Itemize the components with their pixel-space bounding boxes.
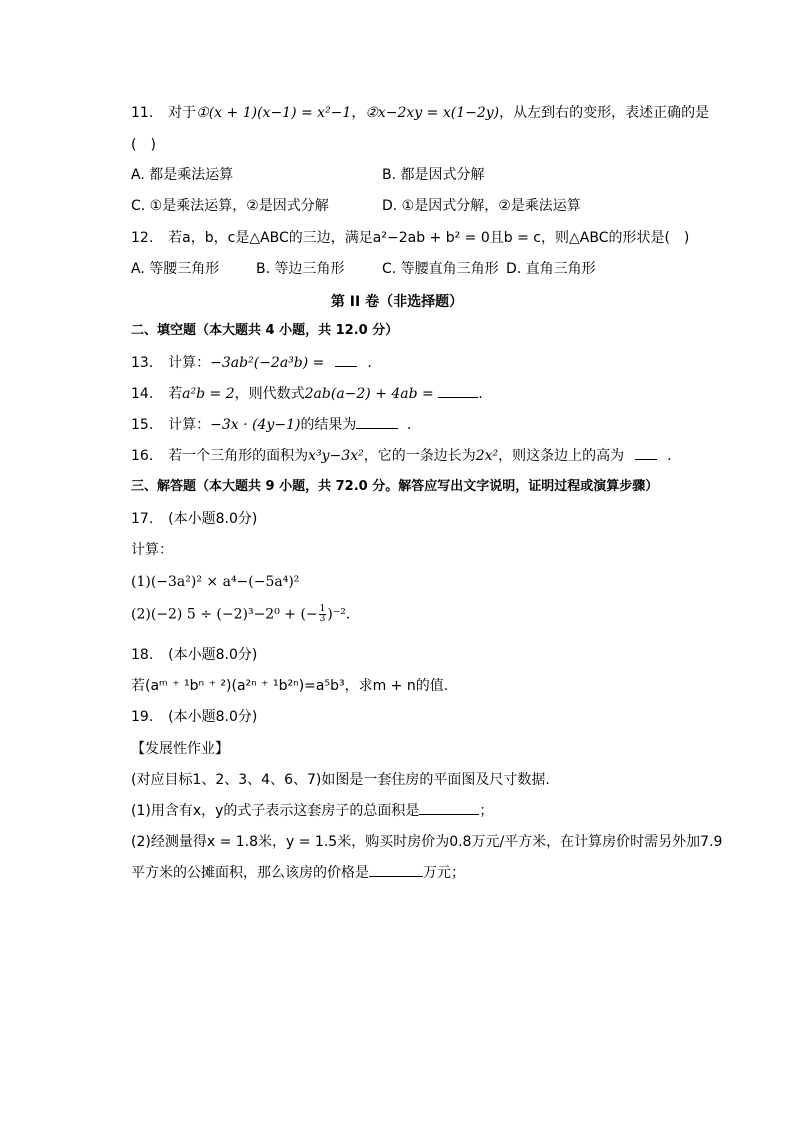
- q19-header: [131, 708, 257, 726]
- q17-points: (本小题8.0分): [168, 511, 258, 527]
- q14-tail: .: [478, 386, 483, 402]
- q19-part2-line2: [131, 864, 465, 882]
- q14-number: 14.: [131, 386, 154, 402]
- q12-option-a: A. 等腰三角形: [131, 261, 220, 277]
- q17-fraction: [319, 605, 327, 624]
- q16: [131, 447, 672, 465]
- q16-answer-blank[interactable]: [635, 447, 657, 460]
- section2-header: 二、填空题（本大题共 4 小题，共 12.0 分）: [131, 323, 399, 338]
- q18-number: 18.: [131, 647, 154, 663]
- q13-number: 13.: [131, 355, 154, 371]
- q19-part2-line1: (2)经测量得x = 1.8米，y = 1.5米，购买时房价为0.8万元/平方米，在计算房价时需另外加7.9: [131, 834, 723, 850]
- q14-text-b: ，则代数式: [234, 386, 305, 402]
- q18-points: (本小题8.0分): [168, 647, 258, 663]
- q16-text-b: ，它的一条边长为: [363, 448, 476, 464]
- q19-part2-blank[interactable]: [369, 864, 423, 877]
- q19-intro: (对应目标1、2、3、4、6、7)如图是一套住房的平面图及尺寸数据.: [131, 772, 550, 788]
- q15-number: 15.: [131, 417, 154, 433]
- q11-option-c: C. ①是乘法运算，②是因式分解: [131, 198, 329, 214]
- q15-answer-blank[interactable]: [356, 416, 398, 429]
- q17-part2-b: 5 ÷ (−2)³−2⁰ + (−: [186, 606, 318, 623]
- q17-number: 17.: [131, 511, 154, 527]
- q17-part1: (1)(−3a²)² × a⁴−(−5a⁴)²: [131, 574, 300, 590]
- q14: [131, 385, 483, 403]
- part2-title: 第 II 卷（非选择题）: [330, 294, 464, 310]
- q13-text: 计算：: [168, 355, 211, 371]
- q15-expr: −3x · (4y−1): [210, 417, 301, 433]
- q16-number: 16.: [131, 448, 154, 464]
- q11-text-a: 对于: [168, 105, 197, 121]
- q11-item1: ①(x + 1)(x−1) = x²−1: [196, 105, 352, 121]
- q16-expr2: 2x²: [475, 448, 499, 464]
- q17-fraction-num: 1: [319, 604, 326, 614]
- q19-number: 19.: [131, 709, 154, 725]
- q11-stem: [131, 104, 709, 122]
- q13-tail: .: [367, 355, 372, 371]
- q11-text-b: ，从左到右的变形，表述正确的是: [499, 105, 710, 121]
- q17-label: 计算：: [131, 542, 173, 558]
- q14-answer-blank[interactable]: [438, 385, 478, 398]
- q14-text-a: 若: [168, 386, 183, 402]
- q15-tail: .: [406, 417, 412, 433]
- q15-text-b: 的结果为: [300, 417, 357, 433]
- q17-part2-c: )⁻².: [327, 606, 351, 623]
- q19-title: 【发展性作业】: [131, 741, 229, 757]
- q12-option-c: C. 等腰直角三角形: [382, 261, 499, 277]
- q13: [131, 354, 372, 372]
- q19-part1: [131, 802, 493, 820]
- q12-option-d: D. 直角三角形: [506, 261, 596, 277]
- section3-header: 三、解答题（本大题共 9 小题，共 72.0 分。解答应写出文字说明，证明过程或演算步骤）: [131, 479, 659, 494]
- q14-expr1: a²b = 2: [182, 386, 235, 402]
- q11-sep: ，: [351, 105, 366, 121]
- q18-text: 若(aᵐ ⁺ ¹bⁿ ⁺ ²)(a²ⁿ ⁺ ¹b²ⁿ)=a⁵b³，求m + n的值.: [131, 678, 449, 694]
- q16-text-c: ，则这条边上的高为: [498, 448, 625, 464]
- q19-part1-tail: ；: [479, 803, 494, 819]
- q16-tail: .: [667, 448, 672, 464]
- q17-fraction-den: 3: [319, 614, 326, 624]
- q18-header: [131, 646, 257, 664]
- q12-text: 若a，b，c是△ABC的三边，满足a²−2ab + b² = 0且b = c，则△ABC的形状是( ): [168, 230, 690, 246]
- q11-option-b: B. 都是因式分解: [382, 167, 485, 183]
- q15: [131, 416, 411, 434]
- q14-expr2: 2ab(a−2) + 4ab =: [304, 386, 434, 402]
- q16-text-a: 若一个三角形的面积为: [168, 448, 309, 464]
- q12-stem: [131, 229, 689, 247]
- q11-option-d: D. ①是因式分解，②是乘法运算: [382, 198, 581, 214]
- q11-option-a: A. 都是乘法运算: [131, 167, 234, 183]
- q11-number: 11.: [131, 105, 154, 121]
- q17-header: [131, 510, 257, 528]
- q12-option-b: B. 等边三角形: [256, 261, 345, 277]
- q15-text-a: 计算：: [168, 417, 211, 433]
- q19-part2-tail: 万元；: [423, 865, 465, 881]
- q13-expr: −3ab²(−2a³b) =: [210, 355, 325, 371]
- q12-number: 12.: [131, 230, 154, 246]
- q17-part2: [131, 605, 350, 624]
- q19-part2-text: 平方米的公摊面积，那么该房的价格是: [131, 865, 369, 881]
- q19-points: (本小题8.0分): [168, 709, 258, 725]
- q11-paren: ( ): [131, 137, 156, 153]
- q17-part2-a: (2)(−2): [131, 606, 183, 623]
- q11-item2: ②x−2xy = x(1−2y): [365, 105, 500, 121]
- q13-answer-blank[interactable]: [335, 354, 357, 367]
- q19-part1-text: (1)用含有x，y的式子表示这套房子的总面积是: [131, 803, 420, 819]
- q16-expr1: x³y−3x²: [308, 448, 364, 464]
- q19-part1-blank[interactable]: [419, 802, 479, 815]
